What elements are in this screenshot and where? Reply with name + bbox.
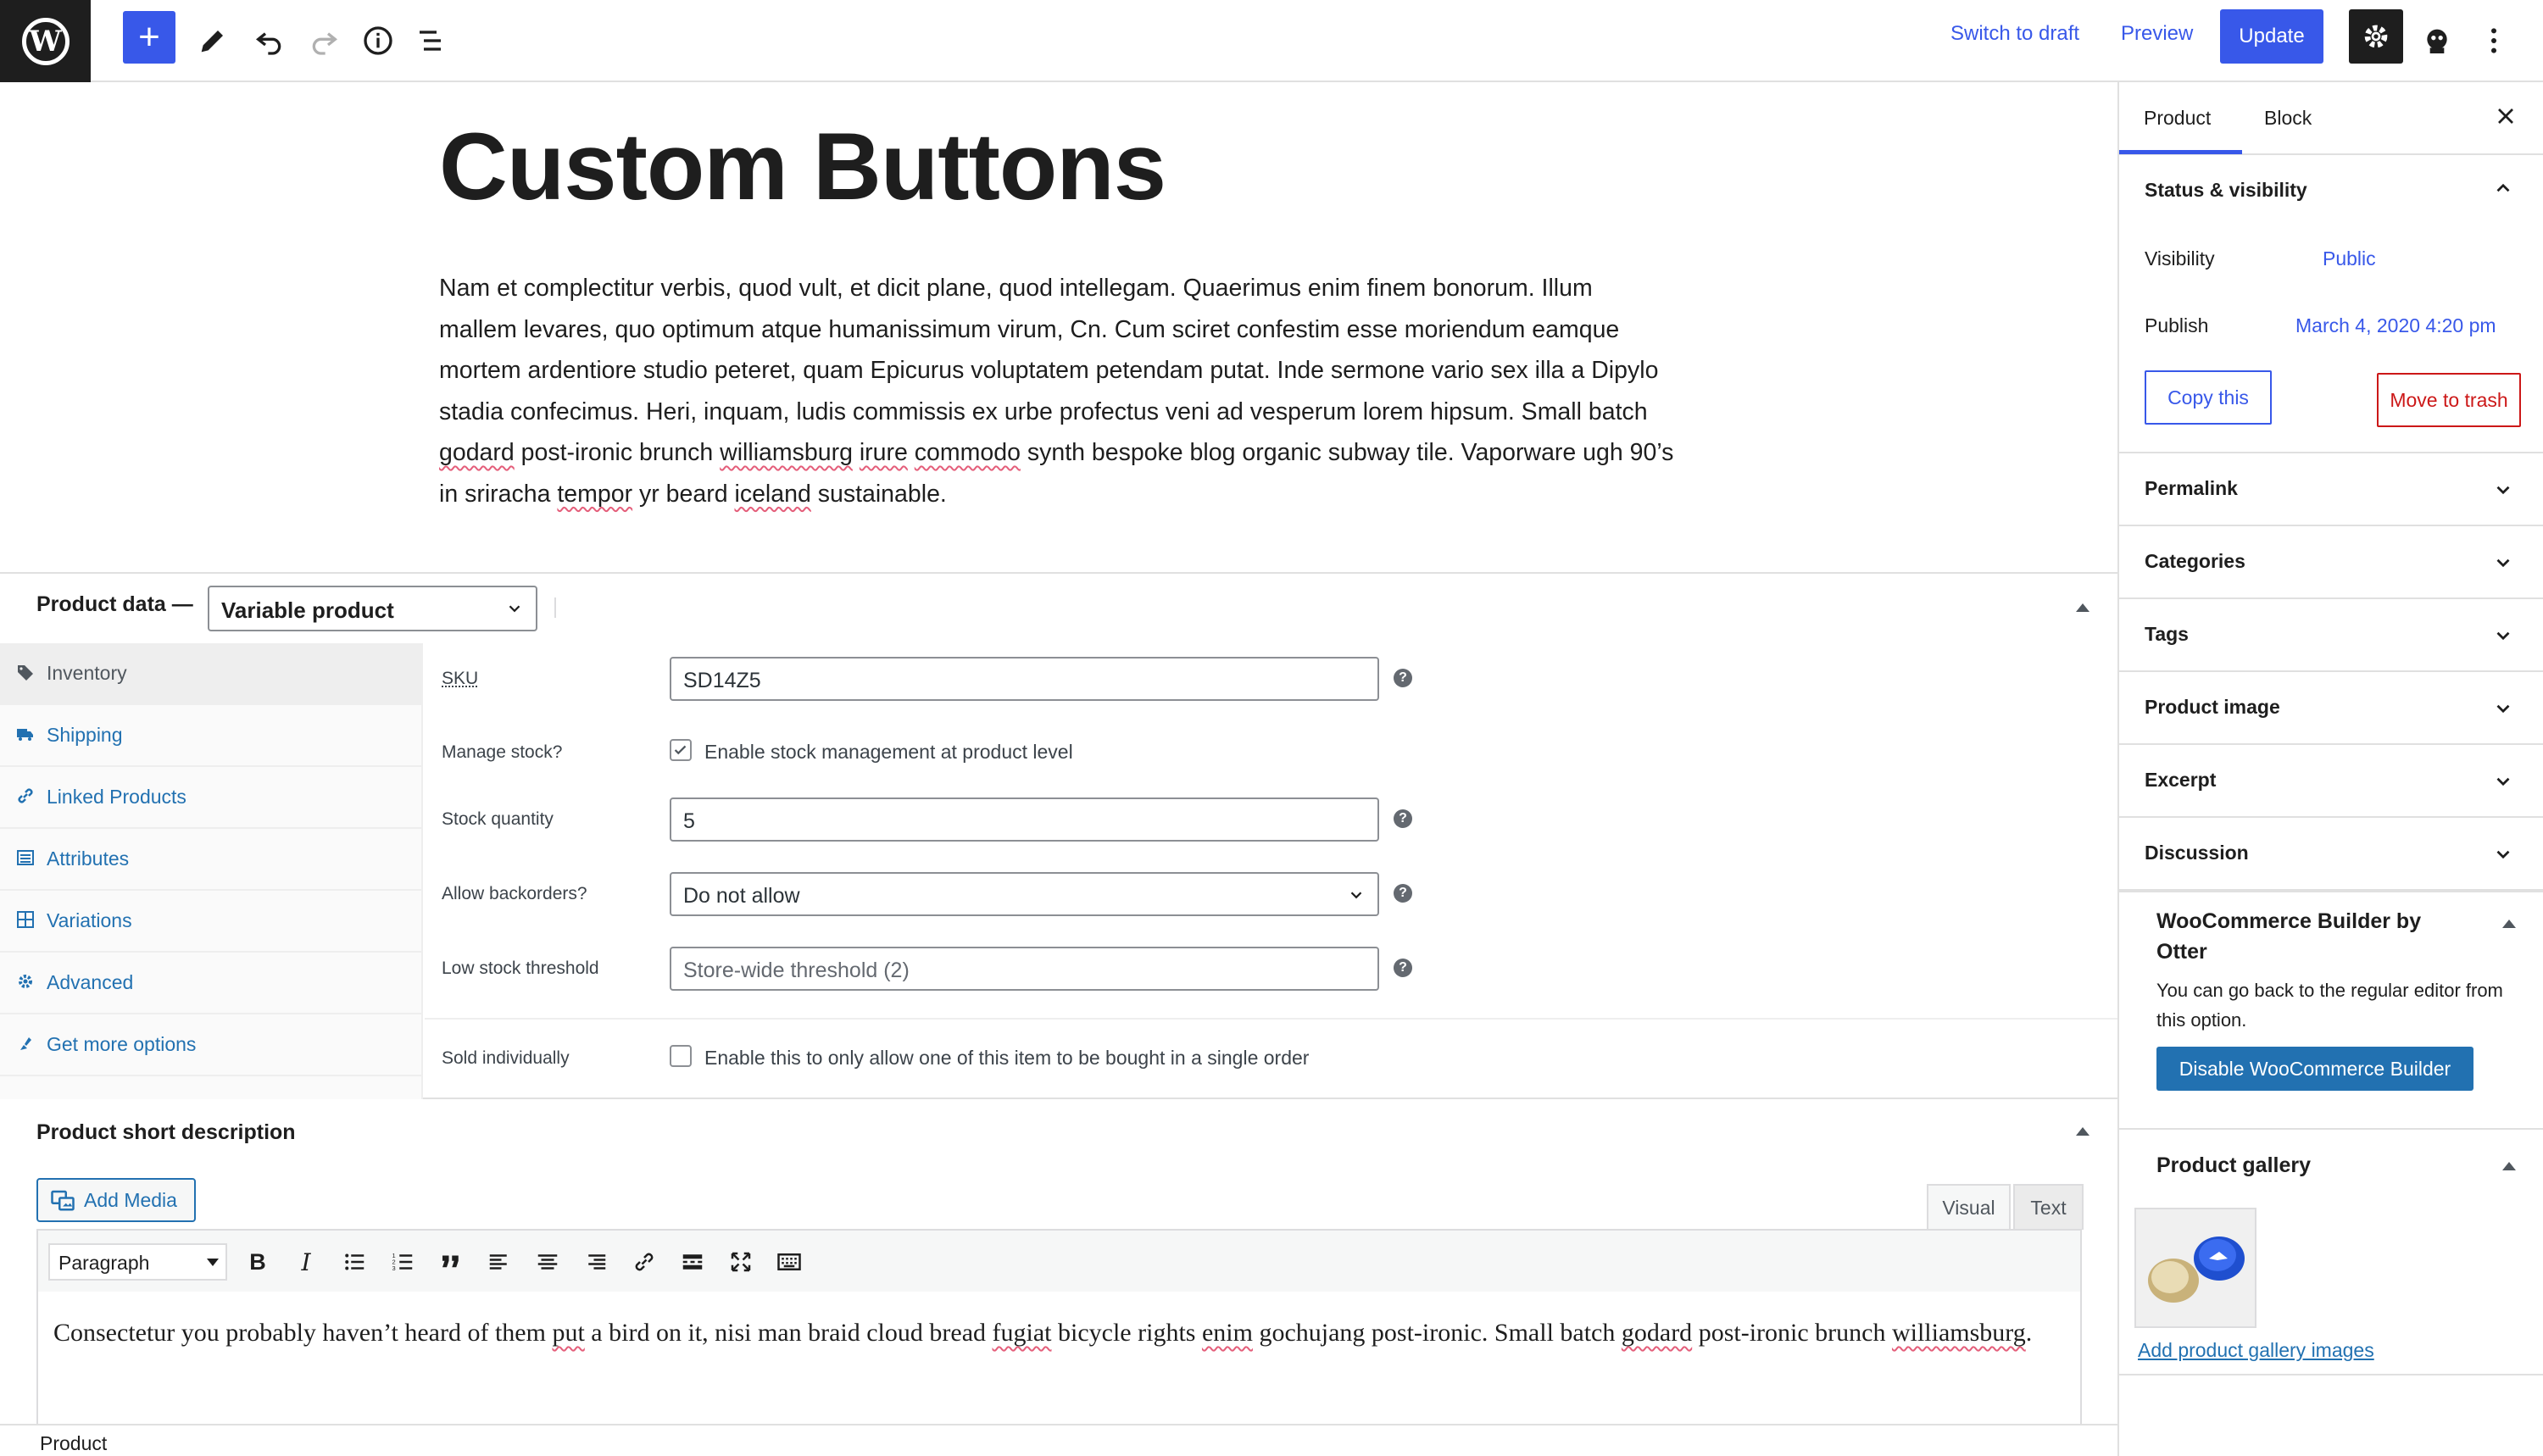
plugin-icon	[15, 1033, 36, 1053]
svg-text:3: 3	[392, 1264, 396, 1272]
bold-icon[interactable]: B	[249, 1248, 266, 1275]
grid-icon	[15, 909, 36, 930]
stock-quantity-label: Stock quantity	[442, 809, 554, 829]
product-image-icon	[2136, 1209, 2256, 1328]
low-stock-help-icon[interactable]: ?	[1394, 959, 1412, 977]
italic-icon[interactable]: I	[301, 1248, 311, 1276]
chevron-down-icon[interactable]	[2492, 479, 2514, 501]
text-run: gochujang post-ironic. Small batch	[1252, 1319, 1622, 1347]
text-run: Consectetur you probably haven’t heard of them	[53, 1319, 553, 1347]
link-icon	[15, 786, 36, 806]
add-media-button[interactable]	[36, 1178, 196, 1222]
preview-button[interactable]: Preview	[2121, 22, 2194, 45]
text-run	[853, 439, 860, 466]
more-options-icon[interactable]	[2467, 14, 2521, 68]
sidebar-section-product-image[interactable]	[2119, 672, 2543, 745]
tab-label: Get more options	[47, 1033, 197, 1055]
top-toolbar	[0, 0, 2543, 82]
settings-sidebar	[2117, 82, 2543, 1456]
section-title: Discussion	[2145, 842, 2249, 864]
text-run: yr beard	[632, 480, 735, 508]
numbered-list-icon[interactable]	[388, 1248, 417, 1276]
section-title: Product image	[2145, 696, 2280, 718]
inventory-fields	[425, 643, 2117, 1099]
short-description-editor[interactable]	[36, 1292, 2082, 1427]
product-data-tab-advanced[interactable]	[0, 953, 423, 1014]
format-select-value: Paragraph	[58, 1252, 150, 1274]
blockquote-icon[interactable]	[437, 1248, 465, 1276]
chevron-down-icon[interactable]	[2492, 697, 2514, 720]
tab-label: Shipping	[47, 724, 123, 746]
sidebar-section-permalink[interactable]	[2119, 453, 2543, 526]
sku-help-icon[interactable]: ?	[1394, 669, 1412, 687]
text-run: post-ironic brunch	[514, 439, 721, 466]
collapse-arrow-icon[interactable]	[2502, 920, 2516, 928]
text-run: sustainable.	[810, 480, 947, 508]
sku-label: SKU	[442, 669, 479, 688]
tab-label: Inventory	[47, 662, 127, 684]
product-gallery-panel	[2119, 1130, 2543, 1375]
details-info-icon[interactable]	[351, 14, 405, 68]
post-content-paragraph[interactable]	[439, 268, 1677, 514]
settings-gear-icon[interactable]	[2349, 9, 2403, 64]
edit-tools-icon[interactable]	[186, 14, 240, 68]
bulleted-list-icon[interactable]	[340, 1248, 369, 1276]
backorders-value: Do not allow	[683, 884, 800, 908]
tab-label: Attributes	[47, 847, 130, 870]
misspelled-word: fugiat	[992, 1319, 1052, 1347]
wordpress-logo-mark: W	[22, 18, 70, 65]
collapse-arrow-icon[interactable]	[2502, 1162, 2516, 1170]
read-more-icon[interactable]	[678, 1248, 707, 1276]
product-data-tab-linked-products[interactable]	[0, 767, 423, 829]
misspelled-word: commodo	[914, 439, 1021, 466]
sku-input[interactable]: SD14Z5	[670, 657, 1379, 701]
publish-label: Publish	[2145, 314, 2209, 336]
chevron-down-icon	[505, 599, 524, 618]
add-media-label: Add Media	[84, 1188, 177, 1211]
sidebar-section-tags[interactable]	[2119, 599, 2543, 672]
low-stock-label: Low stock threshold	[442, 959, 599, 978]
misspelled-word: iceland	[734, 480, 811, 508]
editor-toolbar	[36, 1229, 2082, 1293]
switch-to-draft-button[interactable]: Switch to draft	[1950, 22, 2080, 45]
misspelled-word: williamsburg	[720, 439, 853, 466]
list-icon	[15, 847, 36, 868]
collapse-arrow-icon[interactable]	[2076, 603, 2089, 612]
align-center-icon[interactable]	[533, 1248, 562, 1276]
product-gallery-title: Product gallery	[2156, 1153, 2311, 1177]
update-button[interactable]: Update	[2220, 9, 2323, 64]
text-run: bicycle rights	[1051, 1319, 1202, 1347]
text-run: Nam et complectitur verbis, quod vult, et dicit plane, quod intellegam. Quaerimus enim finem bonorum. Illum mallem levares, quo optimum atque humanissimum virum, Cn. Cum sciret confestim esse moriendum eamque mortem ardentiore studio peteret, quam Epicurus voluptatem petendam putat. Inde sermone vario sex illa a Dipylo stadia confecimus. Heri, inquam, ludis commissis ex urbe profectus veni ad vesperum lorem hipsum. Small batch	[439, 275, 1659, 425]
add-gallery-images-link[interactable]: Add product gallery images	[2138, 1339, 2374, 1361]
misspelled-word: tempor	[557, 480, 633, 508]
fields-divider	[425, 1018, 2117, 1020]
product-data-header	[0, 574, 2117, 643]
sold-individually-checkbox[interactable]	[670, 1045, 692, 1067]
tab-label: Linked Products	[47, 786, 186, 808]
tab-text[interactable]: Text	[2013, 1184, 2084, 1230]
text-run	[908, 439, 915, 466]
low-stock-input[interactable]: Store-wide threshold (2)	[670, 947, 1379, 991]
tab-visual[interactable]: Visual	[1927, 1184, 2011, 1230]
text-run: .	[2025, 1319, 2033, 1347]
sidebar-section-discussion[interactable]	[2119, 818, 2543, 891]
otter-plugin-icon[interactable]	[2410, 14, 2464, 68]
section-title: Permalink	[2145, 477, 2238, 499]
text-run: a bird on it, nisi man braid cloud bread	[584, 1319, 993, 1347]
section-title: Tags	[2145, 623, 2189, 645]
collapse-arrow-icon[interactable]	[2076, 1127, 2089, 1136]
sold-individually-label: Sold individually	[442, 1048, 570, 1068]
chevron-down-icon[interactable]	[2492, 552, 2514, 574]
manage-stock-checkbox[interactable]	[670, 739, 692, 761]
product-data-tab-get-more-options[interactable]	[0, 1014, 423, 1076]
gallery-image-thumbnail[interactable]	[2134, 1208, 2256, 1328]
section-title: Categories	[2145, 550, 2245, 572]
stock-quantity-input[interactable]: 5	[670, 797, 1379, 842]
product-data-tab-shipping[interactable]	[0, 705, 423, 767]
dropdown-arrow-icon	[207, 1259, 219, 1266]
tab-block[interactable]: Block	[2264, 107, 2312, 129]
misspelled-word: put	[552, 1319, 585, 1347]
manage-stock-label: Manage stock?	[442, 742, 563, 762]
product-type-select[interactable]	[208, 586, 537, 631]
copy-this-button[interactable]: Copy this	[2145, 370, 2272, 425]
product-type-value: Variable product	[221, 597, 394, 623]
chevron-down-icon	[1347, 886, 1366, 904]
chevron-up-icon[interactable]	[2492, 177, 2514, 199]
align-right-icon[interactable]	[581, 1248, 610, 1276]
tab-label: Variations	[47, 909, 132, 931]
backorders-label: Allow backorders?	[442, 884, 587, 903]
gear-icon	[15, 971, 36, 992]
chevron-down-icon[interactable]	[2492, 843, 2514, 865]
checkmark-icon	[671, 741, 690, 759]
publish-date-link[interactable]: March 4, 2020 4:20 pm	[2295, 314, 2496, 336]
misspelled-word: godard	[439, 439, 515, 466]
move-to-trash-button[interactable]: Move to trash	[2377, 373, 2521, 427]
product-data-label: Product data —	[36, 592, 193, 616]
visibility-label: Visibility	[2145, 247, 2215, 270]
fullscreen-icon[interactable]	[726, 1248, 755, 1276]
short-description-text[interactable]	[53, 1314, 2054, 1351]
svg-text:2: 2	[392, 1258, 396, 1266]
media-icon	[50, 1187, 75, 1213]
align-left-icon[interactable]	[485, 1248, 514, 1276]
short-description-title: Product short description	[36, 1120, 296, 1144]
list-view-icon[interactable]	[405, 14, 459, 68]
breadcrumb-item[interactable]: Product	[40, 1432, 108, 1454]
tag-icon	[15, 662, 36, 682]
block-breadcrumb-footer	[0, 1424, 2117, 1456]
tab-product[interactable]: Product	[2144, 107, 2212, 129]
chevron-down-icon[interactable]	[2492, 770, 2514, 792]
visibility-value-link[interactable]: Public	[2323, 247, 2376, 270]
product-data-tabs	[0, 643, 423, 1099]
undo-icon[interactable]	[242, 14, 297, 68]
add-block-button[interactable]: +	[123, 11, 175, 64]
format-select[interactable]	[48, 1243, 227, 1281]
svg-text:1: 1	[392, 1252, 396, 1259]
sold-individually-text: Enable this to only allow one of this item to be bought in a single order	[704, 1047, 1310, 1069]
woo-builder-title: WooCommerce Builder by Otter	[2156, 909, 2422, 964]
product-data-tab-inventory[interactable]	[0, 643, 423, 705]
sidebar-section-categories[interactable]	[2119, 526, 2543, 599]
disable-woocommerce-builder-button[interactable]: Disable WooCommerce Builder	[2156, 1047, 2473, 1091]
backorders-help-icon[interactable]: ?	[1394, 884, 1412, 903]
sidebar-section-excerpt[interactable]	[2119, 745, 2543, 818]
product-data-tab-variations[interactable]	[0, 891, 423, 953]
insert-link-icon[interactable]	[630, 1248, 659, 1276]
tab-label: Advanced	[47, 971, 134, 993]
backorders-select[interactable]	[670, 872, 1379, 916]
section-title: Excerpt	[2145, 769, 2217, 791]
active-tab-indicator	[2119, 150, 2242, 154]
text-run: post-ironic brunch	[1692, 1319, 1892, 1347]
header-divider	[554, 597, 556, 618]
product-data-tab-attributes[interactable]	[0, 829, 423, 891]
misspelled-word: enim	[1201, 1319, 1253, 1347]
status-visibility-title[interactable]: Status & visibility	[2145, 179, 2307, 201]
wordpress-logo-icon[interactable]	[0, 0, 91, 82]
manage-stock-text: Enable stock management at product level	[704, 741, 1073, 763]
close-icon[interactable]	[2492, 103, 2519, 130]
chevron-down-icon[interactable]	[2492, 625, 2514, 647]
misspelled-word: williamsburg	[1891, 1319, 2026, 1347]
misspelled-word: godard	[1621, 1319, 1693, 1347]
truck-icon	[15, 724, 36, 744]
woocommerce-builder-panel	[2119, 891, 2543, 1130]
stock-quantity-help-icon[interactable]: ?	[1394, 809, 1412, 828]
toolbar-toggle-icon[interactable]	[775, 1248, 804, 1276]
sidebar-tabs	[2119, 82, 2543, 155]
text-run: synth bespoke blog organic subway tile. Vaporware ugh 90’s in sriracha	[439, 439, 1674, 508]
woo-builder-description: You can go back to the regular editor from this option.	[2156, 980, 2503, 1031]
redo-icon[interactable]	[297, 14, 351, 68]
misspelled-word: irure	[859, 439, 908, 466]
status-visibility-section	[2119, 155, 2543, 453]
post-title[interactable]: Custom Buttons	[439, 114, 1166, 220]
product-data-panel	[0, 572, 2117, 1099]
